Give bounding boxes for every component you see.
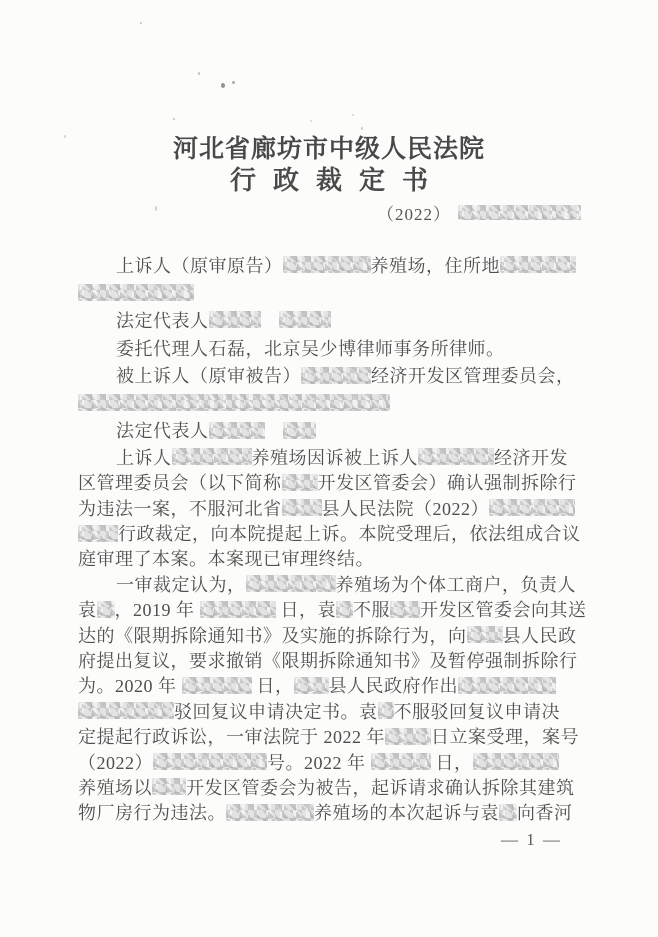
redacted-text <box>489 499 575 516</box>
body-text: 袁 <box>78 600 97 621</box>
redacted-text <box>499 804 517 821</box>
body-text <box>265 417 284 443</box>
body-text: 经济开发 <box>494 447 568 468</box>
page-number: — 1 — <box>501 830 562 849</box>
body-line <box>78 571 588 596</box>
redacted-text <box>152 778 186 795</box>
redacted-text <box>378 702 394 719</box>
body-line <box>78 723 588 748</box>
body-line <box>78 622 588 647</box>
case-number-redaction <box>458 205 581 220</box>
redacted-text <box>294 677 329 694</box>
court-name: 河北省廊坊市中级人民法院 <box>172 136 485 163</box>
body-text: 委托代理人石磊，北京吴少博律师事务所律师。 <box>116 338 505 359</box>
redacted-text <box>226 804 314 821</box>
body-text: 日， <box>430 752 473 773</box>
body-text-block <box>78 251 588 825</box>
redacted-text <box>467 626 503 643</box>
body-line <box>78 417 588 445</box>
redacted-text <box>371 753 431 770</box>
scan-speck <box>310 120 312 122</box>
body-text: 达的《限期拆除通知书》及实施的拆除行为，向 <box>78 625 467 646</box>
body-text: 开发区管委会向其送 <box>420 600 587 621</box>
body-text: 一审裁定认为， <box>116 574 246 595</box>
body-text: 县人民政府作出 <box>328 676 458 697</box>
body-text: 县人民政 <box>502 625 577 646</box>
body-text: 养殖场的本次起诉与袁 <box>314 803 499 824</box>
body-text: 日，袁 <box>275 600 336 621</box>
body-line <box>78 361 588 389</box>
body-text: 不服驳回复议申请决 <box>393 701 560 722</box>
redacted-text <box>282 499 322 516</box>
scan-speck <box>64 135 66 138</box>
scan-speck <box>173 118 175 120</box>
body-line <box>78 444 588 469</box>
body-line <box>78 251 588 279</box>
body-text: 物厂房行为违法。 <box>78 803 226 824</box>
body-text: 为违法一案，不服河北省 <box>78 498 282 519</box>
body-text: 养殖场为个体工商户，负责人 <box>335 574 576 595</box>
redacted-text <box>385 728 431 745</box>
scan-speck <box>198 72 200 75</box>
case-number-prefix: （2022） <box>377 205 451 224</box>
redacted-text <box>336 601 353 618</box>
body-line <box>78 306 588 334</box>
body-line <box>78 470 588 495</box>
redacted-text <box>500 256 576 273</box>
redacted-text <box>283 422 316 439</box>
body-text: 日， <box>251 676 294 697</box>
redacted-text <box>209 422 265 439</box>
body-text: 号。2022 年 <box>267 752 371 773</box>
redacted-text <box>172 448 252 465</box>
case-number-line <box>377 200 581 225</box>
redacted-text <box>283 256 371 273</box>
body-line <box>78 800 588 825</box>
body-text: 不服 <box>353 600 390 621</box>
body-text: 为。2020 年 <box>78 676 182 697</box>
redacted-text <box>282 474 318 491</box>
redacted-text <box>390 601 420 618</box>
scan-speck <box>140 22 142 24</box>
redacted-text <box>153 753 267 770</box>
body-text: ，2019 年 <box>114 600 200 621</box>
redacted-text <box>458 677 556 694</box>
body-text: 上诉人 <box>116 447 172 468</box>
body-text: 养殖场，住所地 <box>370 255 500 276</box>
body-line <box>78 673 588 698</box>
scan-speck <box>352 114 354 116</box>
body-text: 经济开发区管理委员会， <box>371 366 575 387</box>
body-text: 庭审理了本案。本案现已审理终结。 <box>78 549 374 570</box>
body-text: （2022） <box>78 752 153 773</box>
body-text: 向香河 <box>517 803 573 824</box>
body-line <box>78 389 588 417</box>
redacted-text <box>182 677 252 694</box>
redacted-text <box>78 525 118 542</box>
body-text: 定提起行政诉讼，一审法院于 2022 年 <box>78 727 385 748</box>
redacted-text <box>97 601 115 618</box>
redacted-text <box>78 394 390 411</box>
body-text: 法定代表人 <box>116 421 209 442</box>
body-line <box>78 749 588 774</box>
redacted-text <box>209 311 261 328</box>
redacted-text <box>200 601 276 618</box>
body-line <box>78 495 588 520</box>
body-text: 开发区管委会）确认强制拆除行 <box>317 473 577 494</box>
body-text: 区管理委员会（以下简称 <box>78 473 282 494</box>
body-line <box>78 546 588 571</box>
body-text: 日立案受理，案号 <box>431 727 579 748</box>
body-line <box>78 774 588 799</box>
redacted-text <box>418 448 494 465</box>
body-line <box>78 520 588 545</box>
scan-speck <box>221 83 225 88</box>
body-text: 法定代表人 <box>116 310 209 331</box>
body-text <box>261 307 280 333</box>
body-line <box>78 647 588 672</box>
document-title: 行政裁定书 <box>229 166 445 195</box>
body-text: 府提出复议，要求撤销《限期拆除通知书》及暂停强制拆除行 <box>78 650 578 671</box>
body-text: 县人民法院（2022） <box>321 498 489 519</box>
body-line <box>78 597 588 622</box>
body-text: 开发区管委会为被告，起诉请求确认拆除其建筑 <box>186 777 575 798</box>
body-text: 养殖场以 <box>78 777 152 798</box>
body-line <box>78 279 588 307</box>
redacted-text <box>301 367 371 384</box>
body-text: 被上诉人（原审被告） <box>116 366 301 387</box>
body-text: 行政裁定，向本院提起上诉。本院受理后，依法组成合议 <box>118 524 581 545</box>
body-line <box>78 334 588 362</box>
scan-speck <box>155 206 157 211</box>
body-line <box>78 698 588 723</box>
body-text: 上诉人（原审原告） <box>116 255 283 276</box>
redacted-text <box>279 311 331 328</box>
redacted-text <box>473 753 559 770</box>
body-text: 驳回复议申请决定书。袁 <box>174 701 378 722</box>
redacted-text <box>246 575 336 592</box>
redacted-text <box>78 702 174 719</box>
scan-speck <box>361 127 363 130</box>
redacted-text <box>78 284 194 301</box>
body-text: 养殖场因诉被上诉人 <box>251 447 418 468</box>
scan-speck <box>232 81 235 84</box>
